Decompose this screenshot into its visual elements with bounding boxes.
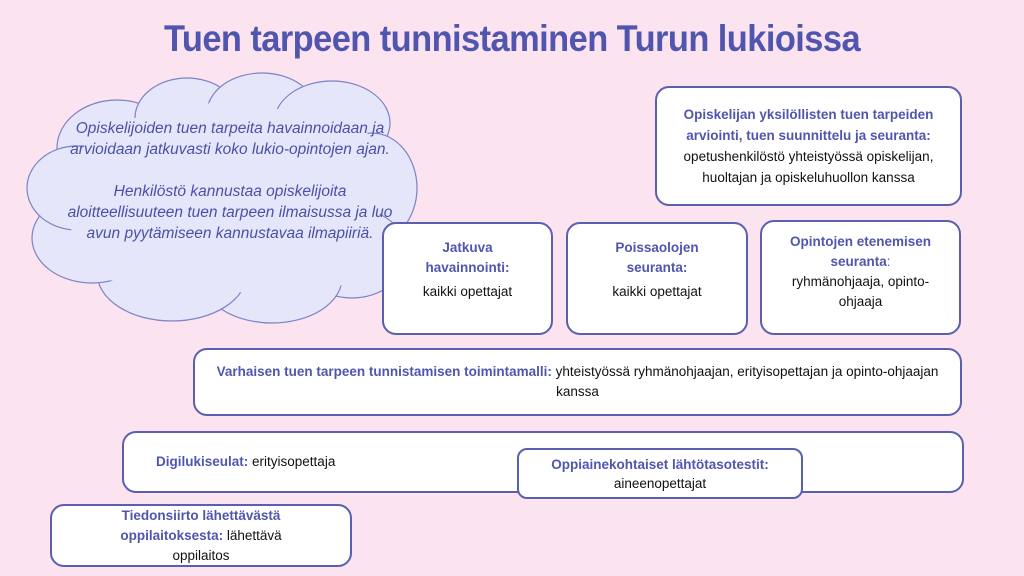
progress-box [760,220,961,335]
absences-box [566,222,748,335]
observation-text: kaikki opettajat [422,284,513,299]
digi-screening-label: Digilukiseulat: [156,454,249,469]
early-support-label: Varhaisen tuen tarpeen tunnistamisen toimintamalli: [216,364,552,379]
cloud-paragraph-1: Opiskelijoiden tuen tarpeita havainnoidaan ja arvioidaan jatkuvasti koko lukio-opintojen ajan. [70,120,390,158]
transfer-text: lähettävä oppilaitos [172,527,282,563]
early-support-box [193,348,962,416]
individual-support-text: opetushenkilöstö yhteistyössä opiskelijan, huoltajan ja opiskeluhuollon kanssa [683,149,934,185]
early-support-text: yhteistyössä ryhmänohjaajan, erityisopettajan ja opinto-ohjaajan kanssa [555,364,939,399]
slide-title: Tuen tarpeen tunnistaminen Turun lukioissa [163,18,861,59]
subject-tests-label: Oppiainekohtaiset lähtötasotestit: [551,456,769,472]
individual-support-box [655,86,962,206]
subject-tests-box [517,448,803,499]
individual-support-label: Opiskelijan yksilöllisten tuen tarpeiden arviointi, tuen suunnittelu ja seuranta: [683,107,934,143]
progress-colon: : [886,254,891,269]
transfer-label: Tiedonsiirto lähettävästä oppilaitoksesta: [120,507,281,543]
subject-tests-text: aineenopettajat [613,475,707,491]
absences-label: Poissaolojen seuranta: [615,240,699,275]
observation-box [382,222,553,335]
observation-label: Jatkuva havainnointi: [425,240,510,275]
progress-text: ryhmänohjaaja, opinto-ohjaaja [791,274,930,309]
digi-screening-text: erityisopettaja [252,454,336,469]
progress-label: Opintojen etenemisen seuranta [789,234,932,269]
cloud-text [60,118,400,244]
transfer-box [50,504,352,567]
cloud-paragraph-2: Henkilöstö kannustaa opiskelijoita aloitteellisuuteen tuen tarpeen ilmaisussa ja luo avun pyytämiseen kannustavaa ilmapiiriä. [67,183,393,242]
absences-text: kaikki opettajat [612,284,702,299]
